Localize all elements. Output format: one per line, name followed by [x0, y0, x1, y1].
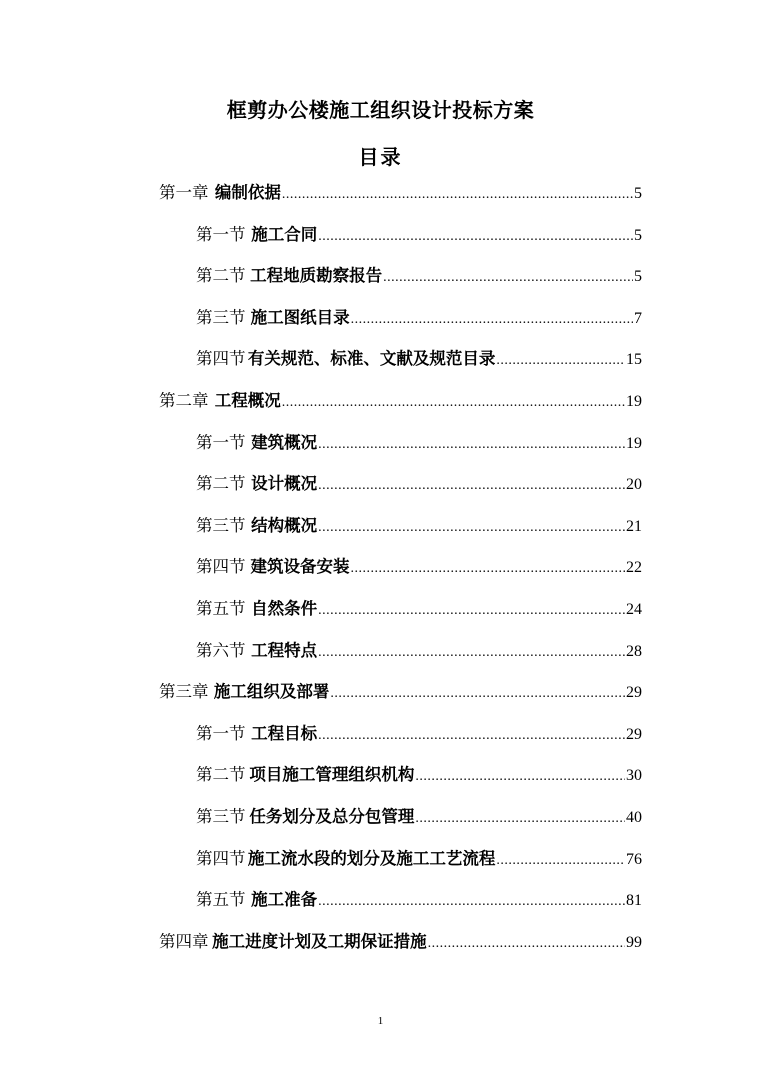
toc-entry-title: 任务划分及总分包管理: [249, 807, 415, 826]
toc-dot-leader: [318, 474, 625, 498]
toc-entry-page: 19: [626, 393, 642, 410]
toc-section-entry[interactable]: [196, 223, 642, 247]
toc-entry-number: 第四节: [196, 557, 246, 576]
toc-entry-number: 第五节: [196, 890, 246, 909]
toc-chapter-entry[interactable]: [159, 680, 642, 704]
toc-entry-number: 第六节: [196, 641, 246, 660]
toc-entry-page: 5: [634, 268, 642, 285]
toc-chapter-entry[interactable]: [159, 389, 642, 413]
toc-entry-number: 第一节: [196, 225, 246, 244]
toc-entry-title: 有关规范、标准、文献及规范目录: [247, 349, 496, 368]
toc-dot-leader: [496, 849, 625, 873]
document-title: 框剪办公楼施工组织设计投标方案: [226, 98, 535, 122]
toc-entry-page: 40: [626, 809, 642, 826]
toc-entry-title: 自然条件: [251, 599, 318, 618]
toc-dot-leader: [351, 308, 633, 332]
toc-dot-leader: [318, 724, 625, 748]
toc-entry-title: 建筑概况: [251, 433, 318, 452]
toc-entry-page: 7: [634, 310, 642, 327]
toc-chapter-entry[interactable]: [159, 930, 642, 954]
toc-dot-leader: [330, 682, 625, 706]
toc-entry-title: 设计概况: [251, 474, 318, 493]
toc-entry-number: 第二节: [196, 765, 246, 784]
toc-entry-page: 29: [626, 726, 642, 743]
toc-entry-page: 24: [626, 601, 642, 618]
toc-entry-number: 第四章: [159, 932, 209, 951]
toc-section-entry[interactable]: [196, 431, 642, 455]
toc-dot-leader: [428, 932, 625, 956]
toc-section-entry[interactable]: [196, 805, 642, 829]
toc-entry-title: 工程特点: [251, 641, 318, 660]
toc-entry-number: 第二章: [159, 391, 209, 410]
toc-chapter-entry[interactable]: [159, 181, 642, 205]
toc-dot-leader: [318, 516, 625, 540]
toc-entry-page: 29: [626, 684, 642, 701]
toc-entry-number: 第三节: [196, 807, 246, 826]
toc-entry-number: 第三节: [196, 308, 246, 327]
toc-entry-title: 施工合同: [251, 225, 318, 244]
toc-entry-title: 建筑设备安装: [250, 557, 350, 576]
toc-entry-title: 工程目标: [251, 724, 318, 743]
toc-entry-page: 99: [626, 934, 642, 951]
toc-entry-title: 结构概况: [251, 516, 318, 535]
toc-entry-page: 76: [626, 851, 642, 868]
toc-entry-number: 第四节: [196, 849, 246, 868]
toc-section-entry[interactable]: [196, 639, 642, 663]
toc-entry-page: 19: [626, 435, 642, 452]
toc-dot-leader: [282, 391, 625, 415]
toc-section-entry[interactable]: [196, 514, 642, 538]
toc-section-entry[interactable]: [196, 306, 642, 330]
toc-entry-page: 15: [626, 351, 642, 368]
toc-dot-leader: [318, 641, 625, 665]
toc-entry-page: 28: [626, 643, 642, 660]
toc-entry-page: 22: [626, 559, 642, 576]
toc-entry-number: 第二节: [196, 474, 246, 493]
toc-section-entry[interactable]: [196, 597, 642, 621]
toc-entry-number: 第三章: [159, 682, 209, 701]
toc-section-entry[interactable]: [196, 722, 642, 746]
toc-entry-number: 第四节: [196, 349, 246, 368]
toc-section-entry[interactable]: [196, 347, 642, 371]
toc-entry-number: 第三节: [196, 516, 246, 535]
toc-entry-title: 编制依据: [214, 183, 281, 202]
toc-dot-leader: [383, 266, 633, 290]
page-number: 1: [377, 1015, 384, 1027]
toc-section-entry[interactable]: [196, 888, 642, 912]
toc-entry-number: 第一节: [196, 433, 246, 452]
toc-dot-leader: [415, 765, 625, 789]
toc-section-entry[interactable]: [196, 847, 642, 871]
toc-entry-title: 工程概况: [214, 391, 281, 410]
toc-entry-title: 项目施工管理组织机构: [249, 765, 415, 784]
toc-entry-title: 工程地质勘察报告: [250, 266, 383, 285]
toc-section-entry[interactable]: [196, 264, 642, 288]
toc-entry-page: 81: [626, 892, 642, 909]
toc-dot-leader: [496, 349, 625, 373]
toc-entry-page: 20: [626, 476, 642, 493]
toc-entry-title: 施工图纸目录: [250, 308, 350, 327]
toc-entry-number: 第五节: [196, 599, 246, 618]
toc-entry-page: 30: [626, 767, 642, 784]
toc-entry-title: 施工流水段的划分及施工工艺流程: [247, 849, 496, 868]
toc-dot-leader: [415, 807, 625, 831]
toc-entry-page: 21: [626, 518, 642, 535]
toc-dot-leader: [318, 433, 625, 457]
toc-section-entry[interactable]: [196, 472, 642, 496]
toc-dot-leader: [318, 599, 625, 623]
toc-dot-leader: [318, 225, 633, 249]
toc-dot-leader: [351, 557, 625, 581]
toc-entry-title: 施工组织及部署: [213, 682, 330, 701]
toc-dot-leader: [282, 183, 633, 207]
toc-dot-leader: [318, 890, 625, 914]
toc-entry-number: 第二节: [196, 266, 246, 285]
toc-entry-page: 5: [634, 185, 642, 202]
toc-entry-title: 施工进度计划及工期保证措施: [212, 932, 427, 951]
toc-section-entry[interactable]: [196, 555, 642, 579]
toc-entry-title: 施工准备: [251, 890, 318, 909]
toc-entry-number: 第一章: [159, 183, 209, 202]
toc-entry-page: 5: [634, 227, 642, 244]
toc-heading: 目录: [358, 145, 403, 169]
toc-entry-number: 第一节: [196, 724, 246, 743]
toc-section-entry[interactable]: [196, 763, 642, 787]
